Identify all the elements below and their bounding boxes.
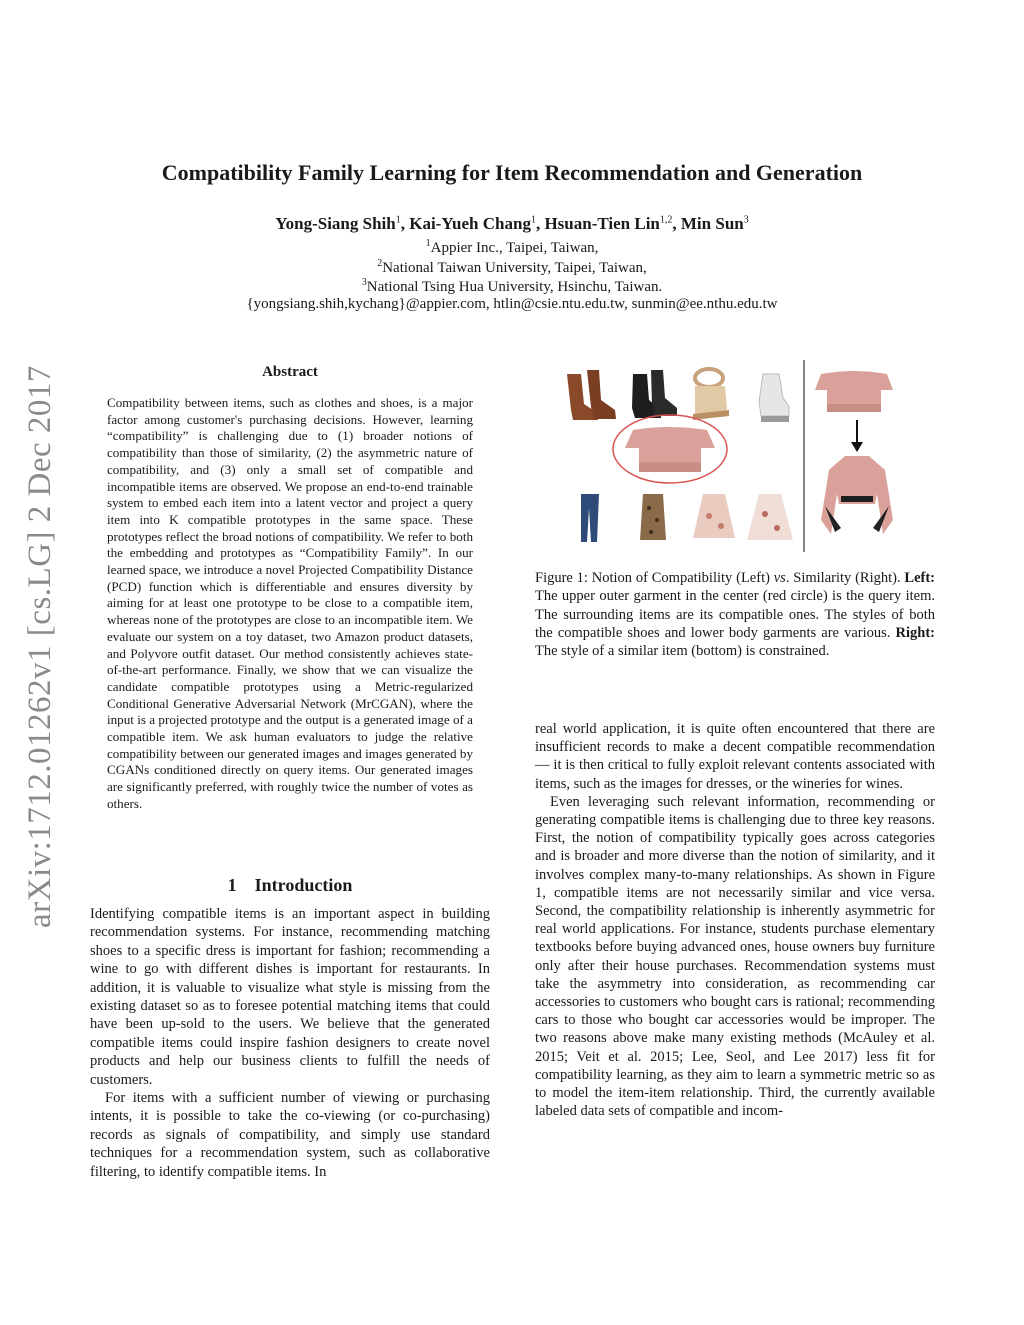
author-emails: {yongsiang.shih,kychang}@appier.com, htlin@csie.ntu.edu.tw, sunmin@ee.nthu.edu.tw bbox=[246, 296, 778, 312]
query-pink-top-image bbox=[625, 427, 715, 472]
figure-1 bbox=[545, 356, 945, 556]
affil-mark: 3 bbox=[361, 277, 367, 288]
author-name: Hsuan-Tien Lin bbox=[544, 214, 660, 233]
brown-cowboy-boots-image bbox=[567, 370, 616, 420]
affiliation-1 bbox=[0, 238, 1024, 257]
caption-prefix: Figure 1: Notion of Compatibility (Left) bbox=[535, 570, 774, 586]
author-affil-mark: 1 bbox=[530, 214, 536, 226]
floral-skirt-image-2 bbox=[747, 494, 793, 540]
down-arrow-icon bbox=[851, 420, 863, 452]
blue-jeans-image bbox=[581, 494, 599, 542]
section-title: Introduction bbox=[254, 875, 353, 895]
caption-right-label: Right: bbox=[895, 624, 935, 641]
affil-mark: 1 bbox=[425, 238, 431, 249]
caption-left-label: Left: bbox=[904, 570, 935, 586]
author-affil-mark: 3 bbox=[743, 214, 749, 226]
caption-text: The upper outer garment in the center (red circle) is the query item. The surrounding items are its compatible ones. The styles of both the compatible shoes and lower body garments are various. bbox=[535, 588, 935, 641]
floral-skirt-image-1 bbox=[693, 494, 735, 538]
affil-text: National Taiwan University, Taipei, Taiwan, bbox=[382, 260, 647, 276]
figure-1-illustration bbox=[545, 356, 945, 556]
paragraph: Identifying compatible items is an important aspect in building recommendation systems. For instance, recommending matching shoes to a specific dress is important for fashion; recommending a wine to go with different dishes is important for restaurants. In addition, it is valuable to visualize what style is missing from the existing dataset so as to foresee potential matching items that could have been up-sold to the users. We believe that the generated compatible items could inspire fashion designers to create novel products and help our business clients to fulfill the needs of customers. bbox=[90, 906, 490, 1088]
caption-text: . Similarity (Right). bbox=[785, 570, 905, 586]
author-affil-mark: 1,2 bbox=[659, 214, 673, 226]
abstract-heading: Abstract bbox=[262, 364, 318, 380]
affil-mark: 2 bbox=[377, 258, 383, 269]
figure-1-caption bbox=[535, 569, 935, 660]
abstract-text: Compatibility between items, such as clothes and shoes, is a major factor among customer's purchasing decisions. However, learning “compatibility” is challenging due to (1) broader notions of compatibility than those of similarity, (2) the asymmetric nature of compatibility, and (3) only a small set of compatible and incompatible items are observed. We propose an end-to-end trainable system to embed each item into a latent vector and project a query item into K compatible prototypes in the same space. These prototypes reflect the broad notions of compatibility. We refer to both the embedding and prototypes as “Compatibility Family”. In our learned space, we introduce a novel Projected Compatibility Distance (PCD) function which is differentiable and ensures diversity by aiming for at least one prototype to be close to a compatible item, whereas none of the prototypes are close to an incompatible item. We evaluate our system on a toy dataset, two Amazon product datasets, and Polyvore outfit dataset. Our method consistently achieves state-of-the-art performance. Finally, we show that we can visualize the candidate compatible prototypes using a Metric-regularized Conditional Generative Adversarial Network (MrCGAN), where the input is a projected prototype and the output is a generated image of a compatible item. We ask human evaluators to judge the relative compatibility between our generated images and images generated by CGANs conditioned directly on query items. Our generated images are significantly preferred, with roughly twice the number of votes as others. bbox=[107, 395, 473, 811]
caption-vs: vs bbox=[773, 570, 786, 586]
caption-text: The style of a similar item (bottom) is constrained. bbox=[535, 643, 830, 660]
similar-query-top-image bbox=[815, 371, 893, 412]
paragraph: real world application, it is quite often encountered that there are insufficient records to make a decent compatible recommendation — it is then critical to fully exploit relevant contents associated with items, such as the images for dresses, or the wineries for wines. bbox=[535, 721, 935, 792]
author-name: Min Sun bbox=[680, 214, 744, 233]
leopard-skirt-image bbox=[640, 494, 666, 540]
affiliation-2 bbox=[0, 258, 1024, 277]
paragraph: For items with a sufficient number of viewing or purchasing intents, it is possible to take the co-viewing (or co-purchasing) records as signals of compatibility, and simply use standard techniques for a recommendation system, such as collaborative filtering, to identify compatible items. In bbox=[90, 1090, 490, 1180]
section-heading bbox=[90, 875, 490, 896]
affil-text: National Tsing Hua University, Hsinchu, Taiwan. bbox=[366, 279, 663, 295]
white-platform-boots-image bbox=[759, 374, 789, 422]
paper-title: Compatibility Family Learning for Item Recommendation and Generation bbox=[161, 160, 863, 185]
author-name: Yong-Siang Shih bbox=[275, 214, 396, 233]
author-name: Kai-Yueh Chang bbox=[409, 214, 531, 233]
intro-right-column bbox=[535, 720, 935, 1120]
author-list: Yong-Siang Shih$^1$, Kai-Yueh Chang$^1$, Hsuan-Tien Lin$^{1,2}$, Min Sun$^3$ bbox=[275, 214, 749, 233]
arxiv-stamp: arXiv:1712.01262v1 [cs.LG] 2 Dec 2017 bbox=[22, 365, 58, 928]
beige-sandals-image bbox=[693, 369, 729, 420]
intro-left-column bbox=[90, 905, 490, 1181]
similar-item-blouse-image bbox=[821, 456, 893, 534]
affiliation-3 bbox=[0, 277, 1024, 296]
affil-text: Appier Inc., Taipei, Taiwan, bbox=[430, 240, 599, 256]
black-ankle-boots-image bbox=[632, 370, 677, 418]
paragraph: Even leveraging such relevant information, recommending or generating compatible items is challenging due to three key reasons. First, the notion of compatibility typically goes across categories and is broader and more diverse than the notion of similarity, and it involves complex many-to-many relationships. As shown in Figure 1, compatible items are not necessarily similar and vice versa. Second, the compatibility relationship is inherently asymmetric for real world applications. For instance, students purchase elementary textbooks before buying advanced ones, house owners buy furniture only after their house purchases. Recommendation systems must take the asymmetry into consideration, as recommending car accessories to customers who bought cars is rational; recommending cars to those who bought car accessories would be improper. The two reasons above make many existing methods (McAuley et al. 2015; Veit et al. 2015; Lee, Seol, and Lee 2017) less fit for compatibility learning, as they aim to learn a symmetric metric so as to model the item-item relationship. Third, the currently available labeled data sets of compatible and incom- bbox=[535, 793, 935, 1120]
section-number: 1 bbox=[227, 875, 237, 895]
author-affil-mark: 1 bbox=[395, 214, 401, 226]
